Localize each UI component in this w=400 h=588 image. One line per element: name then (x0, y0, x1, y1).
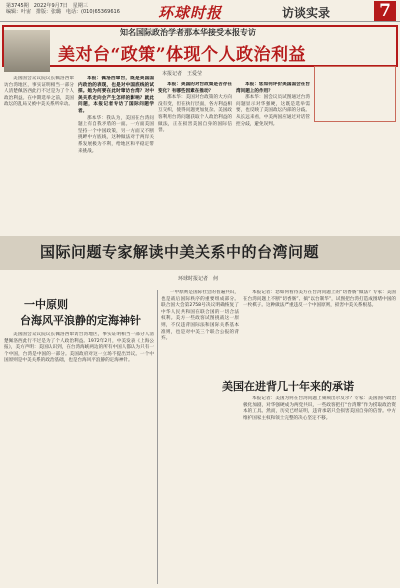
article-kicker: 知名国际政治学者那本华接受本报专访 (120, 28, 256, 37)
article-paragraph-6: 那本华：国会议员试图通过台湾问题显示对华强硬，这既是选举需要，也反映了美国政坛内部的分歧。从长远来看，中美两国应通过对话管控分歧，避免误判。 (236, 95, 310, 127)
left-subheadline-1: 一中原则 (24, 298, 68, 311)
left-article-body (4, 332, 154, 584)
article-paragraph-4: 那本华：美国对台政策的大方向没有变，但在执行层面，各方利益相互交织，使得问题更加复杂。美国政客利用台湾问题获取个人政治利益的做法，正在损害美国自身的国际信誉。 (158, 95, 232, 134)
portrait-photo (4, 30, 50, 72)
editor-line: 编辑：叶宙 排版：张璐 电话：(010)65369616 (6, 9, 120, 15)
section-title: 访谈实录 (282, 6, 331, 20)
article-column-3 (236, 82, 310, 231)
middle-article-text: 一中原则是国际社会的普遍共识，也是战后国际秩序的重要组成部分。联合国大会第2758号决议明确恢复了中华人民共和国在联合国的一切合法权利。美方一些政客试图挑战这一原则，不仅违背国际法和国际关系基本准则，也是对中美三个联合公报的背弃。 (161, 290, 239, 342)
issue-date-line: 第3745期 2022年9月7日 星期三 (6, 3, 88, 9)
article-headline: 美对台“政策”体现个人政治利益 (58, 45, 307, 65)
article-byline: 本报记者 王爱莹 (162, 71, 203, 77)
right-lower-text: 本报记者：美国为何在台湾问题上频频出尔反尔？专家：美国国内政治极化加剧，对华强硬成为两党共识，一些政客把打“台湾牌”作为捞取政治资本的工具。然而，历史已经证明，违背承诺只会损害美国自身的信誉。中方维护国家主权和领土完整的决心坚定不移。 (243, 396, 396, 421)
article-paragraph-3: 本报：美国的对台政策是否存在变化？有哪些因素在推动？ (158, 82, 232, 94)
article-paragraph-5: 本报：您如何评价美国国会在台湾问题上的作用？ (236, 82, 310, 94)
article-intro-column (4, 76, 74, 231)
left-subheadline-2: 台海风平浪静的定海神针 (20, 314, 141, 327)
issue-info (6, 3, 120, 15)
page-number: 7 (374, 1, 396, 21)
left-article-text: 美国国会众议院议长佩洛西窜访台湾地区，事实证明相当一部分人清楚佩洛西此行不过是为了个人政治利益。1972年2月，中美发表《上海公报》，美方声明：美国认识到，在台湾海峡两边的所有中国人都认为只有一个中国，台湾是中国的一部分。美国政府对这一立场不提出异议。一个中国原则是中美关系的政治基础，也是台海风平浪静的定海神针。 (4, 332, 154, 364)
right-upper-text: 本报记者：您如何看待美方在台湾问题上的“切香肠”做法？专家：美国在台湾问题上不断“切香肠”、搞“以台制华”，试图把台湾打造成围堵中国的一枚棋子。这种做法严重违反一个中国原则，损害中美关系根基。 (243, 290, 396, 309)
article-column-2 (158, 82, 232, 231)
newspaper-logo: 环球时报 (158, 4, 223, 22)
article-column-1 (78, 76, 154, 231)
right-lower-body (243, 396, 396, 584)
right-upper-body (243, 290, 396, 372)
middle-article-body (161, 290, 239, 584)
article-intro: 美国国会众议院议长佩洛西窜访台湾地区，事实证明相当一部分人清楚佩洛西此行不过是为了个人政治利益。在中期选举之前，美国政坛的乱局又被中美关系所牵动。 (4, 76, 74, 108)
column-divider (157, 290, 158, 584)
section-banner-title: 国际问题专家解读中美关系中的台湾问题 (40, 243, 320, 261)
pull-quote-box (314, 66, 396, 122)
article-paragraph-1: 本报：佩洛西窜台，既是美国国内政治的表现，也是对中国底线的试探。她为何要在此时窜访台湾？对中美关系走向会产生怎样的影响？就此问题，本报记者专访了国际问题学者。 (78, 76, 154, 114)
article-paragraph-2: 那本华：我认为，美国在台湾问题上有自我矛盾的一面。一方面美国坚持一个中国政策，另一方面又不断挑衅中方底线，这种做法对于两岸关系发展极为不利，给地区和平稳定带来挑战。 (78, 115, 154, 154)
right-subheadline: 美国在进背几十年来的承诺 (222, 380, 354, 393)
section-byline: 环球时报记者 何 (178, 276, 219, 282)
masthead (0, 0, 400, 22)
